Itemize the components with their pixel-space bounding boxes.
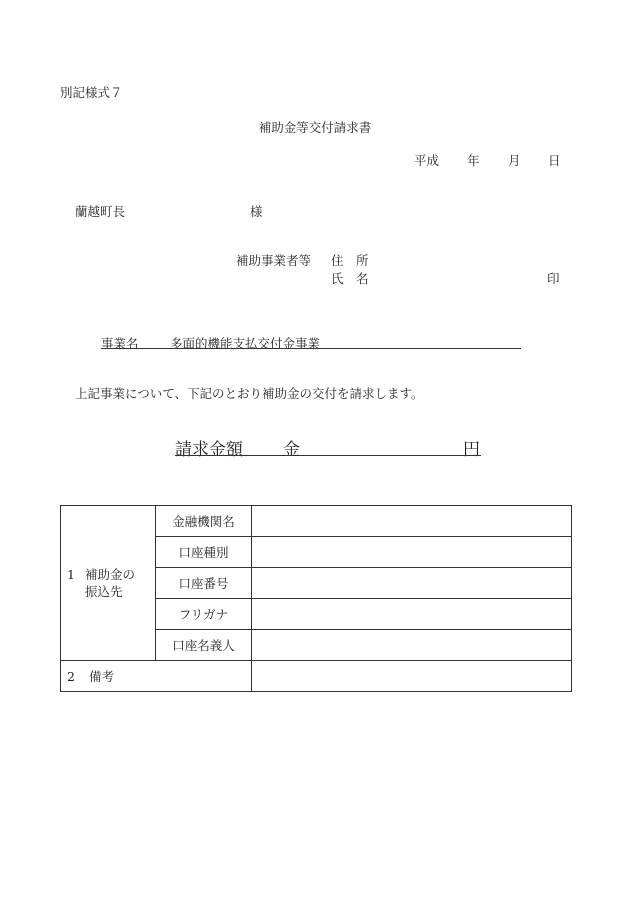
project-name: 多面的機能支払交付金事業: [170, 336, 321, 351]
amount-unit: 円: [463, 440, 480, 460]
date-era: 平成: [414, 153, 440, 168]
document-title: 補助金等交付請求書: [258, 120, 372, 135]
section-label-line2: 振込先: [85, 584, 123, 599]
transfer-table: [60, 505, 572, 692]
remarks-number: 2: [67, 669, 75, 684]
table-row: [61, 661, 572, 692]
seal-mark: 印: [547, 271, 560, 286]
furigana-field[interactable]: [252, 599, 572, 630]
section-number: 1: [67, 567, 75, 582]
row-label-furigana: フリガナ: [156, 599, 252, 630]
amount-underline: [175, 455, 481, 456]
account-number-field[interactable]: [252, 568, 572, 599]
row-label-account-number: 口座番号: [156, 568, 252, 599]
project-label: 事業名: [101, 336, 139, 351]
name-label: 氏 名: [331, 271, 369, 286]
date-month: 月: [508, 153, 521, 168]
applicant-label: 補助事業者等: [236, 253, 312, 268]
table-row: [61, 506, 572, 537]
amount-prefix: 金: [283, 440, 300, 460]
remarks-field[interactable]: [252, 661, 572, 692]
remarks-label: 備考: [88, 669, 114, 684]
addressee-name: 蘭越町長: [75, 204, 126, 219]
account-type-field[interactable]: [252, 537, 572, 568]
address-label: 住 所: [331, 253, 369, 268]
row-label-bank: 金融機関名: [156, 506, 252, 537]
bank-name-field[interactable]: [252, 506, 572, 537]
date-day: 日: [548, 153, 561, 168]
form-id: 別記様式７: [60, 85, 123, 100]
project-underline: [101, 348, 521, 349]
request-statement: 上記事業について、下記のとおり補助金の交付を請求します。: [75, 386, 424, 401]
amount-label: 請求金額: [175, 440, 243, 460]
row-label-account-holder: 口座名義人: [156, 630, 252, 661]
remarks-label-cell: [61, 661, 252, 692]
section-label-line1: 補助金の: [85, 567, 136, 582]
addressee-honorific: 様: [250, 204, 263, 219]
account-holder-field[interactable]: [252, 630, 572, 661]
transfer-section-cell: [61, 506, 156, 661]
row-label-account-type: 口座種別: [156, 537, 252, 568]
date-year: 年: [467, 153, 480, 168]
